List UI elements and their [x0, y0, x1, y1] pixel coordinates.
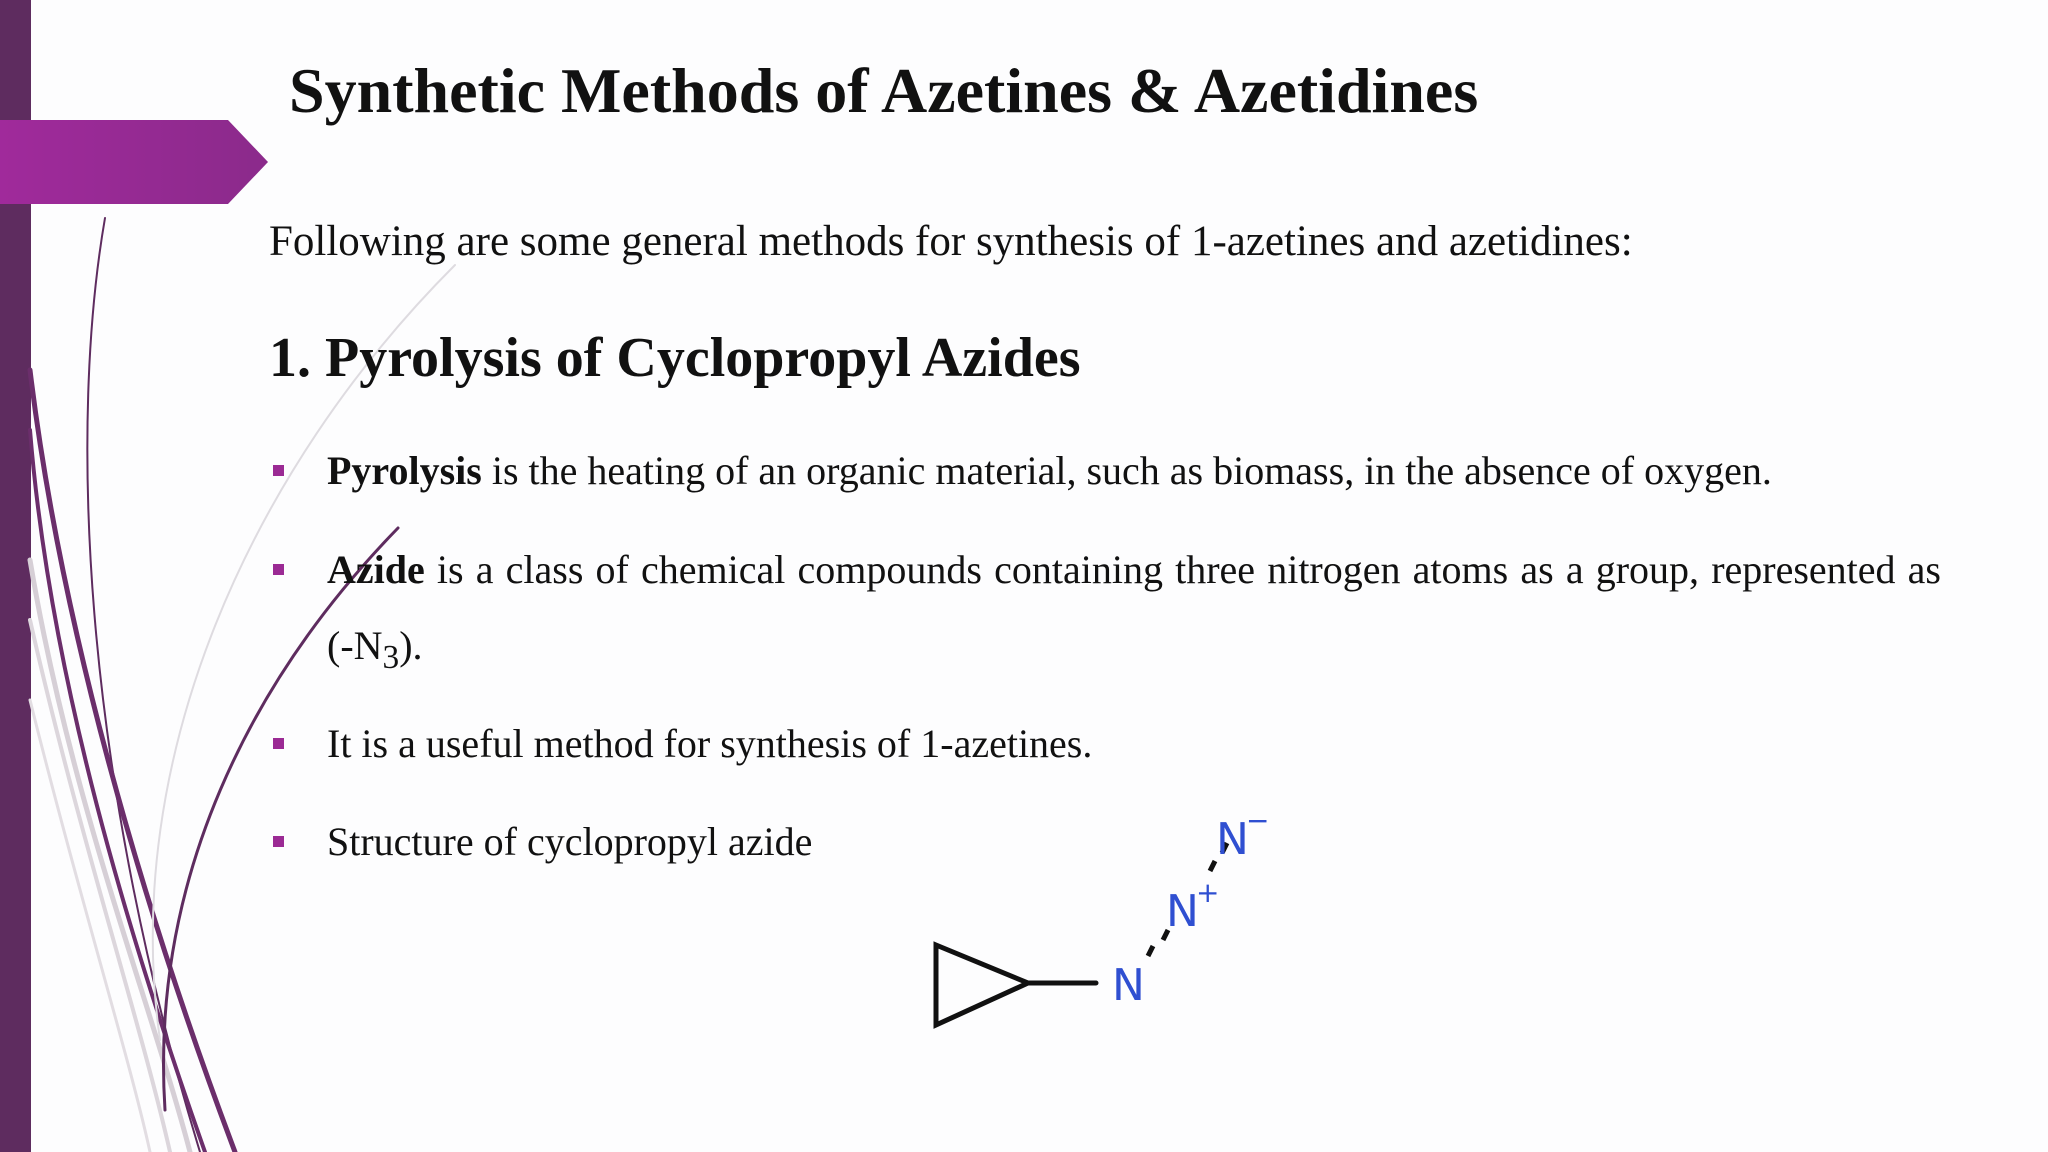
list-item: [327, 532, 1941, 696]
title-arrow-banner: [0, 120, 268, 204]
cyclopropyl-azide-structure: [920, 800, 1300, 1040]
n-n-dash: [1148, 946, 1153, 956]
swoosh-line: [30, 370, 235, 1152]
section-heading: 1. Pyrolysis of Cyclopropyl Azides: [269, 327, 1081, 389]
square-bullet-icon: [273, 564, 284, 575]
list-item: [327, 804, 812, 880]
n-n-dash: [1210, 861, 1215, 871]
nitrogen-label-1: N: [1112, 960, 1145, 1011]
bullet-text: is a class of chemical compounds containing three nitrogen atoms as a group, represented as (-N: [327, 547, 1941, 668]
minus-charge: −: [1246, 804, 1270, 837]
cyclopropane-ring: [936, 945, 1028, 1025]
intro-text: Following are some general methods for synthesis of 1-azetines and azetidines:: [269, 218, 1633, 265]
nitrogen-label-3: N: [1216, 814, 1249, 865]
plus-charge: +: [1196, 876, 1220, 909]
term-azide: Azide: [327, 547, 425, 592]
term-pyrolysis: Pyrolysis: [327, 448, 482, 493]
square-bullet-icon: [273, 836, 284, 847]
square-bullet-icon: [273, 738, 284, 749]
swoosh-line: [30, 620, 170, 1152]
bullet-text: It is a useful method for synthesis of 1-azetines.: [327, 721, 1093, 766]
square-bullet-icon: [273, 465, 284, 476]
bullet-text-end: ).: [399, 623, 423, 668]
subscript-3: 3: [382, 639, 400, 676]
list-item: [327, 433, 1772, 509]
bullet-text: is the heating of an organic material, such as biomass, in the absence of oxygen.: [481, 448, 1772, 493]
bullet-text: Structure of cyclopropyl azide: [327, 819, 813, 864]
slide-title: Synthetic Methods of Azetines & Azetidines: [289, 55, 1479, 126]
list-item: [327, 706, 1092, 782]
nitrogen-label-2: N: [1166, 886, 1199, 937]
